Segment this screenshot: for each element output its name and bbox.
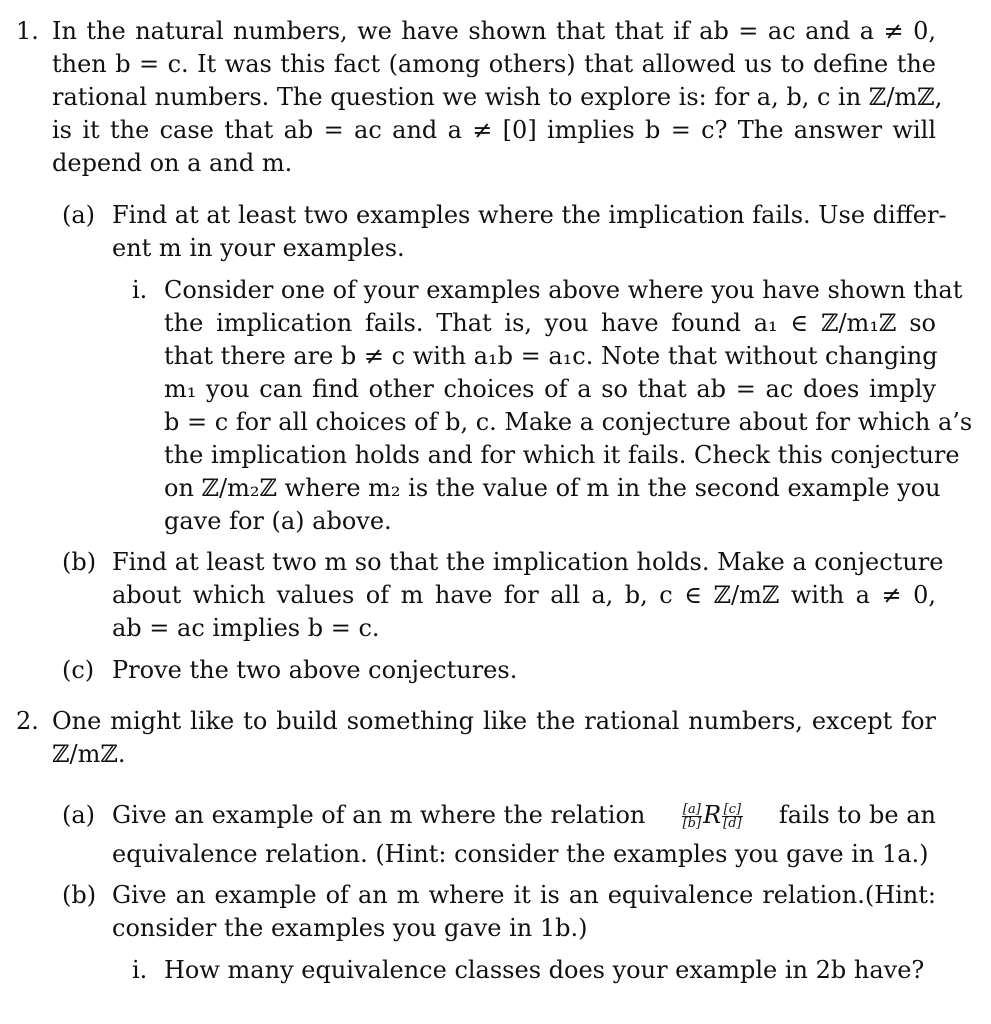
subpart-1ai-line-3: that there are b ≠ c with a₁b = a₁c. Note that without changing (164, 342, 938, 370)
problem-1-line-1: In the natural numbers, we have shown that that if ab = ac and a ≠ 0, (52, 17, 936, 45)
part-1b-line-1: Find at least two m so that the implication holds. Make a conjecture (112, 548, 944, 576)
subpart-1ai-label: i. (132, 276, 148, 304)
fraction-right (722, 803, 742, 830)
fraction-right-denominator: [d] (723, 816, 742, 831)
subpart-1ai-line-7: on ℤ/m₂ℤ where m₂ is the value of m in the second example you (164, 474, 941, 502)
problem-1-line-5: depend on a and m. (52, 149, 293, 177)
part-2a-text-before: Give an example of an m where the relation (112, 801, 646, 829)
relation-symbol: R (703, 801, 722, 829)
problem-1-line-2: then b = c. It was this fact (among others) that allowed us to define the (52, 50, 936, 78)
problem-1-label: 1. (16, 17, 39, 45)
subpart-2bi-line-1: How many equivalence classes does your example in 2b have? (164, 956, 925, 984)
subpart-1ai-line-5: b = c for all choices of b, c. Make a conjecture about for which a’s (164, 408, 973, 436)
relation-expression (681, 800, 744, 830)
part-2b-label: (b) (62, 881, 97, 909)
part-1b-line-3: ab = ac implies b = c. (112, 614, 380, 642)
problem-1-line-3: rational numbers. The question we wish to explore is: for a, b, c in ℤ/mℤ, (52, 83, 943, 111)
part-2a-text-after: fails to be an (778, 801, 936, 829)
part-2b-line-1: Give an example of an m where it is an equivalence relation.(Hint: (112, 881, 936, 909)
fraction-left-numerator: [a] (682, 802, 701, 817)
subpart-1ai-line-2: the implication fails. That is, you have found a₁ ∈ ℤ/m₁ℤ so (164, 309, 936, 337)
fraction-right-numerator: [c] (723, 802, 742, 817)
part-1a-line-2: ent m in your examples. (112, 234, 405, 262)
subpart-1ai-line-6: the implication holds and for which it fails. Check this conjecture (164, 441, 960, 469)
part-1b-label: (b) (62, 548, 97, 576)
problem-2-label: 2. (16, 707, 39, 735)
problem-1-line-4: is it the case that ab = ac and a ≠ [0] implies b = c? The answer will (52, 116, 936, 144)
fraction-left-denominator: [b] (682, 816, 702, 831)
part-2a-line-1 (112, 800, 936, 830)
part-1b-line-2: about which values of m have for all a, b, c ∈ ℤ/mℤ with a ≠ 0, (112, 581, 936, 609)
part-2a-line-2: equivalence relation. (Hint: consider the examples you gave in 1a.) (112, 840, 929, 868)
part-1c-label: (c) (62, 656, 95, 684)
subpart-1ai-line-1: Consider one of your examples above where you have shown that (164, 276, 963, 304)
part-1c-line-1: Prove the two above conjectures. (112, 656, 518, 684)
problem-2-line-1: One might like to build something like the rational numbers, except for (52, 707, 936, 735)
part-1a-label: (a) (62, 201, 96, 229)
fraction-left (682, 803, 702, 830)
part-1a-line-1: Find at at least two examples where the implication fails. Use differ- (112, 201, 947, 229)
part-2b-line-2: consider the examples you gave in 1b.) (112, 914, 588, 942)
subpart-1ai-line-4: m₁ you can find other choices of a so that ab = ac does imply (164, 375, 936, 403)
subpart-1ai-line-8: gave for (a) above. (164, 507, 392, 535)
problem-2-line-2: ℤ/mℤ. (52, 740, 126, 768)
subpart-2bi-label: i. (132, 956, 148, 984)
part-2a-label: (a) (62, 801, 96, 829)
